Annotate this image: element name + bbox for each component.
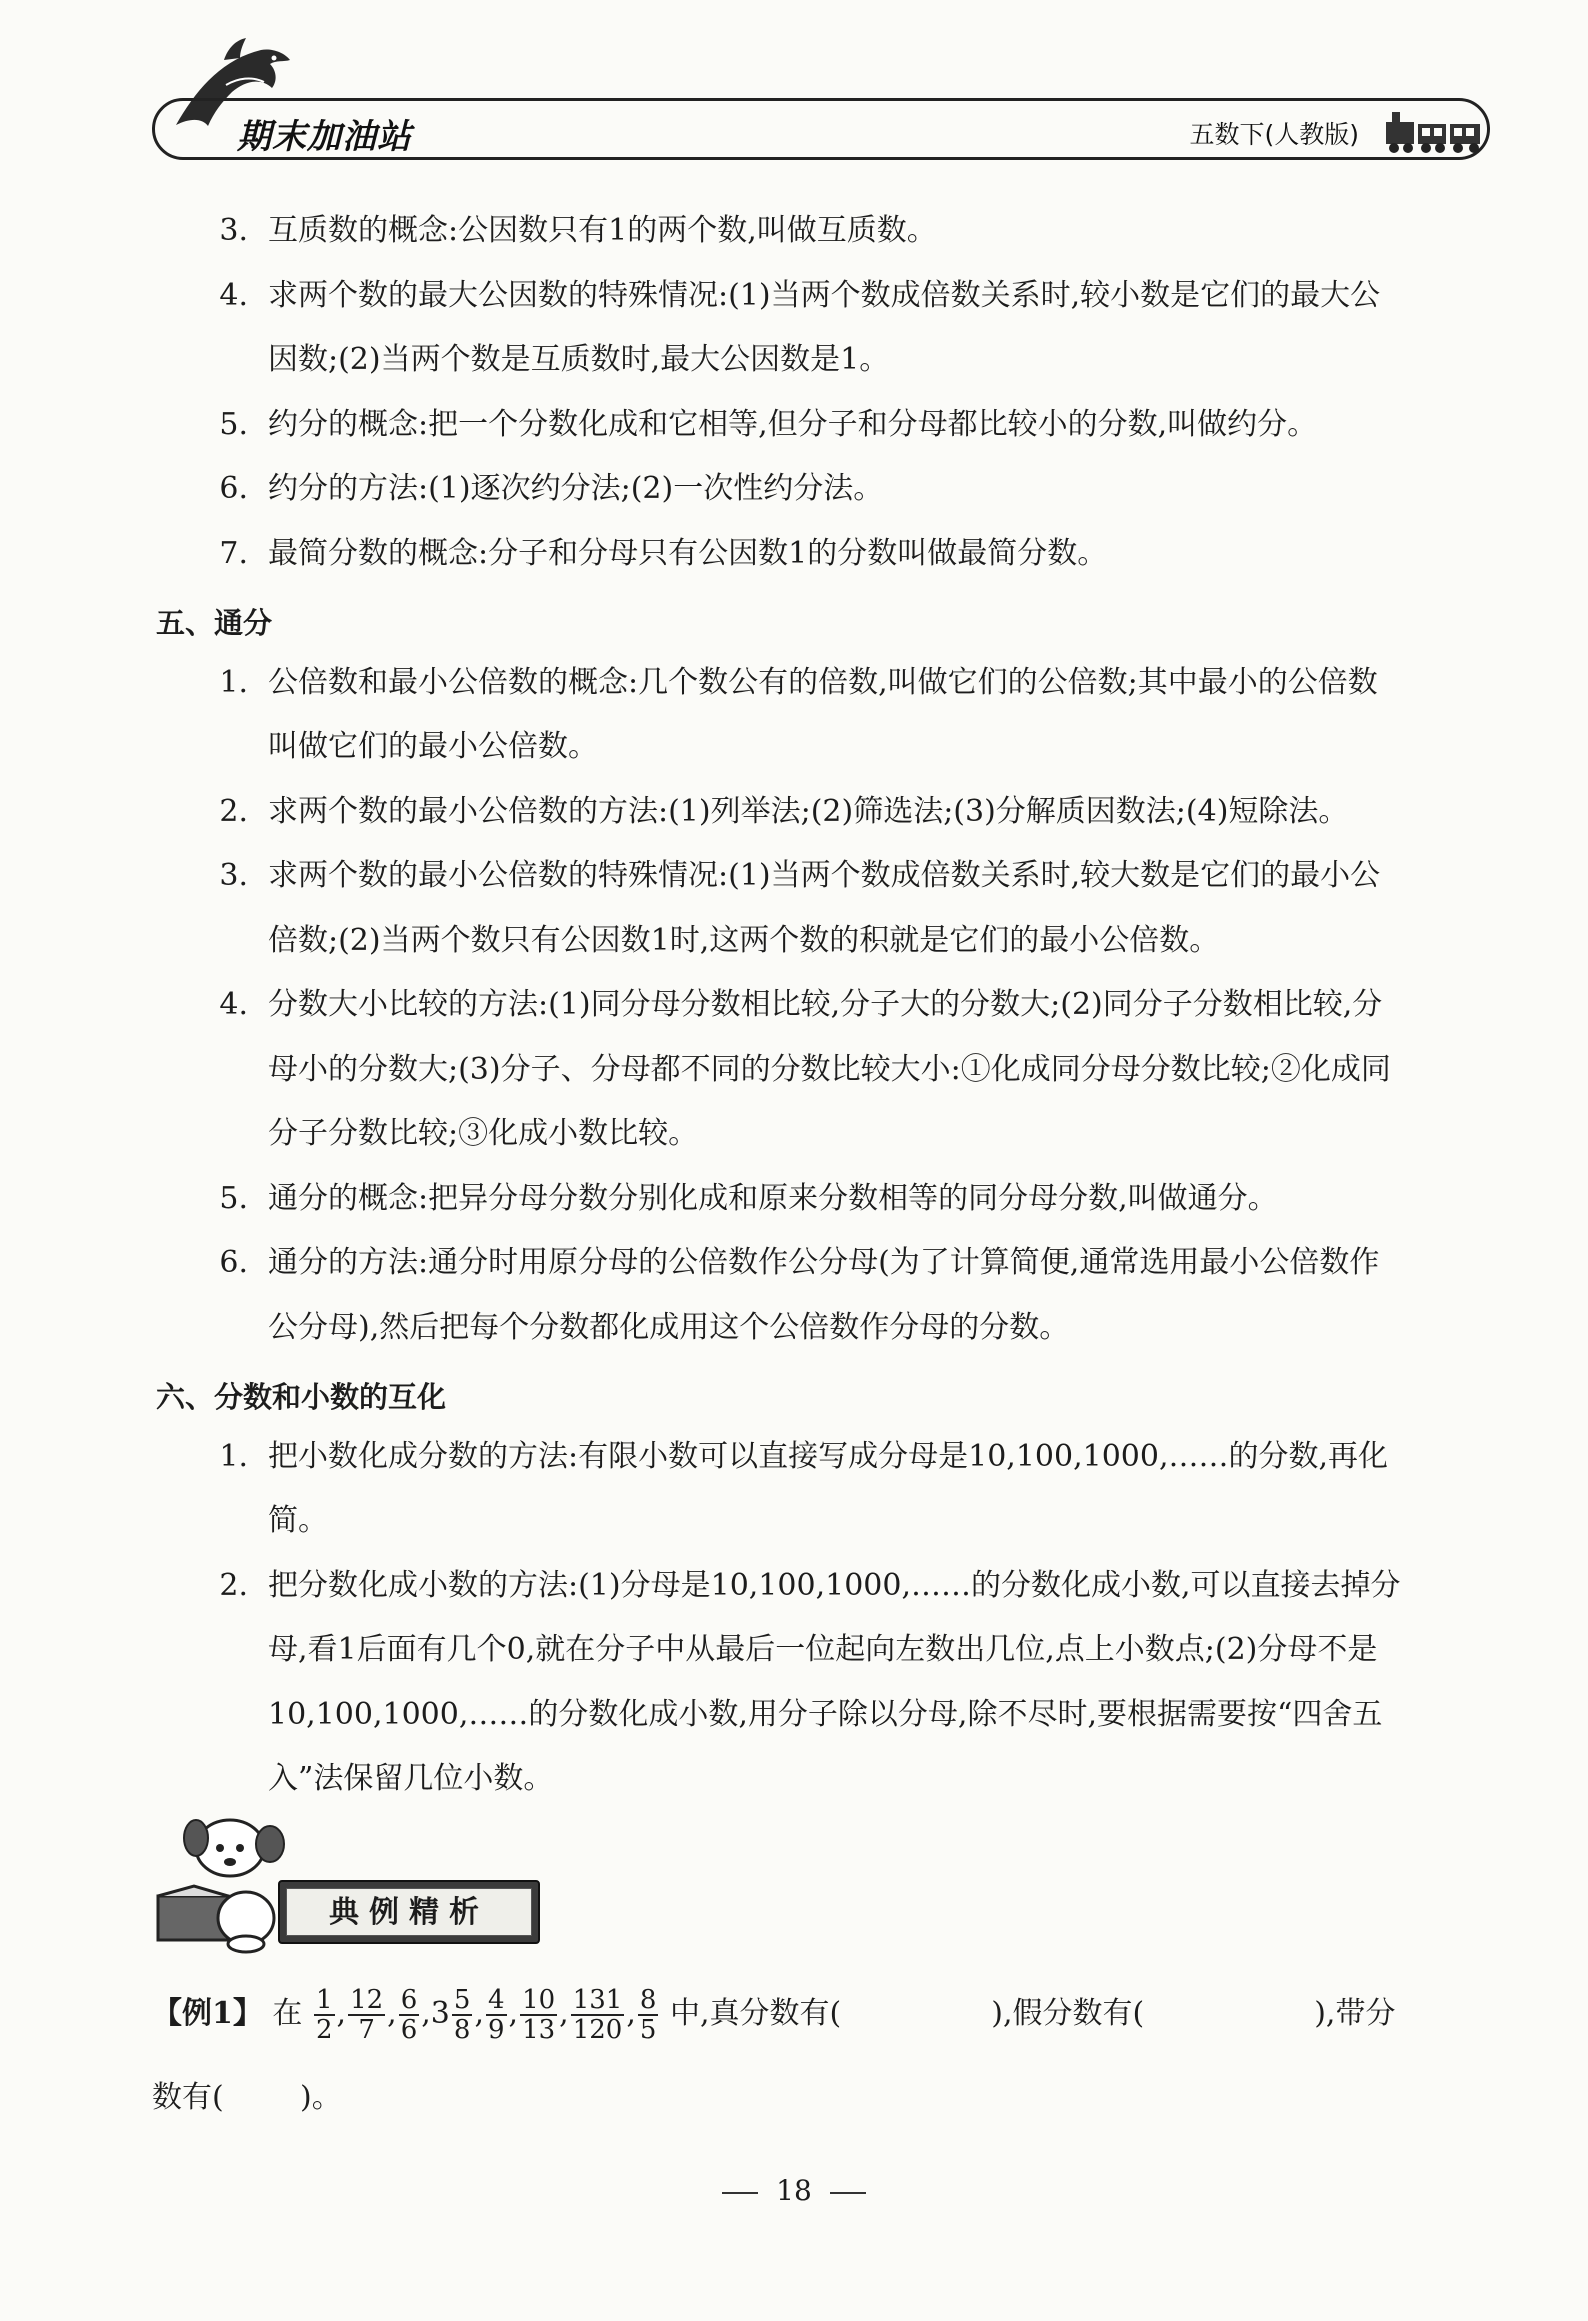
train-icon <box>1380 108 1490 156</box>
section-title: 五、通分 <box>156 606 273 640</box>
item-number: 1. <box>219 664 248 700</box>
item-number: 4. <box>219 277 248 313</box>
item-line: 求两个数的最大公因数的特殊情况:(1)当两个数成倍数关系时,较小数是它们的最大公 <box>268 277 1381 313</box>
example-mid3: ),带分 <box>1314 1996 1396 2031</box>
example-label: 【例1】 <box>152 1996 263 2031</box>
item-number: 3. <box>219 858 248 893</box>
fraction-denominator: 13 <box>522 2015 556 2045</box>
item-line: 叫做它们的最小公倍数。 <box>268 729 598 764</box>
item-number: 6. <box>219 471 248 506</box>
puppy-reading-icon <box>150 1808 290 1958</box>
fraction-separator: , <box>421 1996 431 2031</box>
item-number: 3. <box>219 213 248 248</box>
fraction-numerator: 4 <box>487 1985 505 2015</box>
fraction-numerator: 5 <box>453 1985 471 2015</box>
banner-label: 典例精析 <box>286 1888 532 1936</box>
fraction-separator: , <box>474 1996 484 2031</box>
header-title: 期末加油站 <box>237 117 412 157</box>
fraction <box>314 1986 335 2044</box>
fraction-denominator: 7 <box>358 2015 375 2045</box>
fraction-separator: , <box>336 1996 347 2031</box>
fraction <box>452 1986 473 2044</box>
fraction <box>571 1986 625 2044</box>
page-number <box>0 2174 1588 2207</box>
item-line: 母小的分数大;(3)分子、分母都不同的分数比较大小:①化成同分母分数比较;②化成同 <box>268 1051 1391 1087</box>
page-dash-right <box>830 2192 866 2194</box>
fraction <box>399 1986 420 2044</box>
item-line: 通分的概念:把异分母分数分别化成和原来分数相等的同分母分数,叫做通分。 <box>268 1180 1278 1216</box>
fraction-denominator: 2 <box>315 2015 333 2045</box>
item-line: 入”法保留几位小数。 <box>268 1761 554 1796</box>
fraction-separator: , <box>626 1996 636 2031</box>
page-number-value: 18 <box>776 2174 812 2207</box>
item-line: 求两个数的最小公倍数的方法:(1)列举法;(2)筛选法;(3)分解质因数法;(4)短除法。 <box>268 793 1349 829</box>
fraction <box>638 1986 659 2044</box>
item-line: 把小数化成分数的方法:有限小数可以直接写成分母是10,100,1000,……的分数,再化 <box>268 1438 1389 1474</box>
fraction <box>486 1986 507 2044</box>
section-banner <box>278 1880 540 1944</box>
example-mid1: 中,真分数有( <box>670 1996 842 2031</box>
item-line: 因数;(2)当两个数是互质数时,最大公因数是1。 <box>268 342 890 377</box>
page-dash-left <box>722 2192 758 2194</box>
item-number: 2. <box>219 1567 248 1603</box>
item-number: 5. <box>219 406 248 442</box>
item-line: 倍数;(2)当两个数只有公因数1时,这两个数的积就是它们的最小公倍数。 <box>268 922 1220 958</box>
section-title: 六、分数和小数的互化 <box>156 1380 447 1414</box>
fraction <box>520 1986 557 2044</box>
item-line: 10,100,1000,……的分数化成小数,用分子除以分母,除不尽时,要根据需要按“四舍五 <box>268 1696 1383 1732</box>
item-line: 求两个数的最小公倍数的特殊情况:(1)当两个数成倍数关系时,较大数是它们的最小公 <box>268 858 1381 893</box>
fraction-separator: , <box>559 1996 569 2031</box>
item-line: 约分的概念:把一个分数化成和它相等,但分子和分母都比较小的分数,叫做约分。 <box>268 406 1318 442</box>
fraction-numerator: 131 <box>572 1985 623 2015</box>
fraction-denominator: 5 <box>639 2015 657 2045</box>
item-line: 简。 <box>268 1503 328 1538</box>
item-line: 公倍数和最小公倍数的概念:几个数公有的倍数,叫做它们的公倍数;其中最小的公倍数 <box>268 664 1378 700</box>
fraction-list <box>312 1985 660 2045</box>
fraction-denominator: 6 <box>400 2015 418 2045</box>
item-line: 把分数化成小数的方法:(1)分母是10,100,1000,……的分数化成小数,可以直接去掉分 <box>268 1567 1401 1603</box>
fraction-denominator: 120 <box>572 2015 623 2045</box>
page-header <box>152 98 1490 160</box>
item-number: 2. <box>219 793 248 829</box>
item-number: 1. <box>219 1438 248 1474</box>
item-line: 分数大小比较的方法:(1)同分母分数相比较,分子大的分数大;(2)同分子分数相比较,分 <box>268 987 1383 1022</box>
item-line: 最简分数的概念:分子和分母只有公因数1的分数叫做最简分数。 <box>268 535 1108 571</box>
header-edition: 五数下(人教版) <box>1189 120 1359 149</box>
fraction-separator: , <box>387 1996 397 2031</box>
item-line: 互质数的概念:公因数只有1的两个数,叫做互质数。 <box>268 213 937 248</box>
fraction-numerator: 6 <box>400 1985 418 2015</box>
fraction-numerator: 12 <box>350 1985 384 2015</box>
example-line2: 数有( )。 <box>152 2080 342 2115</box>
item-number: 5. <box>219 1180 248 1216</box>
example-prefix: 在 <box>272 1996 303 2031</box>
item-line: 分子分数比较;③化成小数比较。 <box>268 1116 699 1151</box>
fraction <box>348 1986 385 2044</box>
fraction-separator: , <box>508 1996 519 2031</box>
item-line: 约分的方法:(1)逐次约分法;(2)一次性约分法。 <box>268 471 884 506</box>
example-mid2: ),假分数有( <box>991 1996 1145 2031</box>
item-number: 7. <box>219 535 248 571</box>
fraction-denominator: 8 <box>453 2015 471 2045</box>
fraction-numerator: 1 <box>315 1985 333 2015</box>
item-number: 4. <box>219 987 248 1022</box>
item-number: 6. <box>219 1245 248 1280</box>
item-line: 公分母),然后把每个分数都化成用这个公倍数作分母的分数。 <box>268 1309 1070 1345</box>
item-line: 母,看1后面有几个0,就在分子中从最后一位起向左数出几位,点上小数点;(2)分母不是 <box>268 1632 1378 1667</box>
fraction-numerator: 10 <box>522 1985 556 2015</box>
item-line: 通分的方法:通分时用原分母的公倍数作公分母(为了计算简便,通常选用最小公倍数作 <box>268 1245 1380 1280</box>
example-1 <box>152 1986 1395 2044</box>
fraction-whole: 3 <box>430 1996 450 2031</box>
fraction-denominator: 9 <box>487 2015 505 2045</box>
fraction-numerator: 8 <box>639 1985 657 2015</box>
